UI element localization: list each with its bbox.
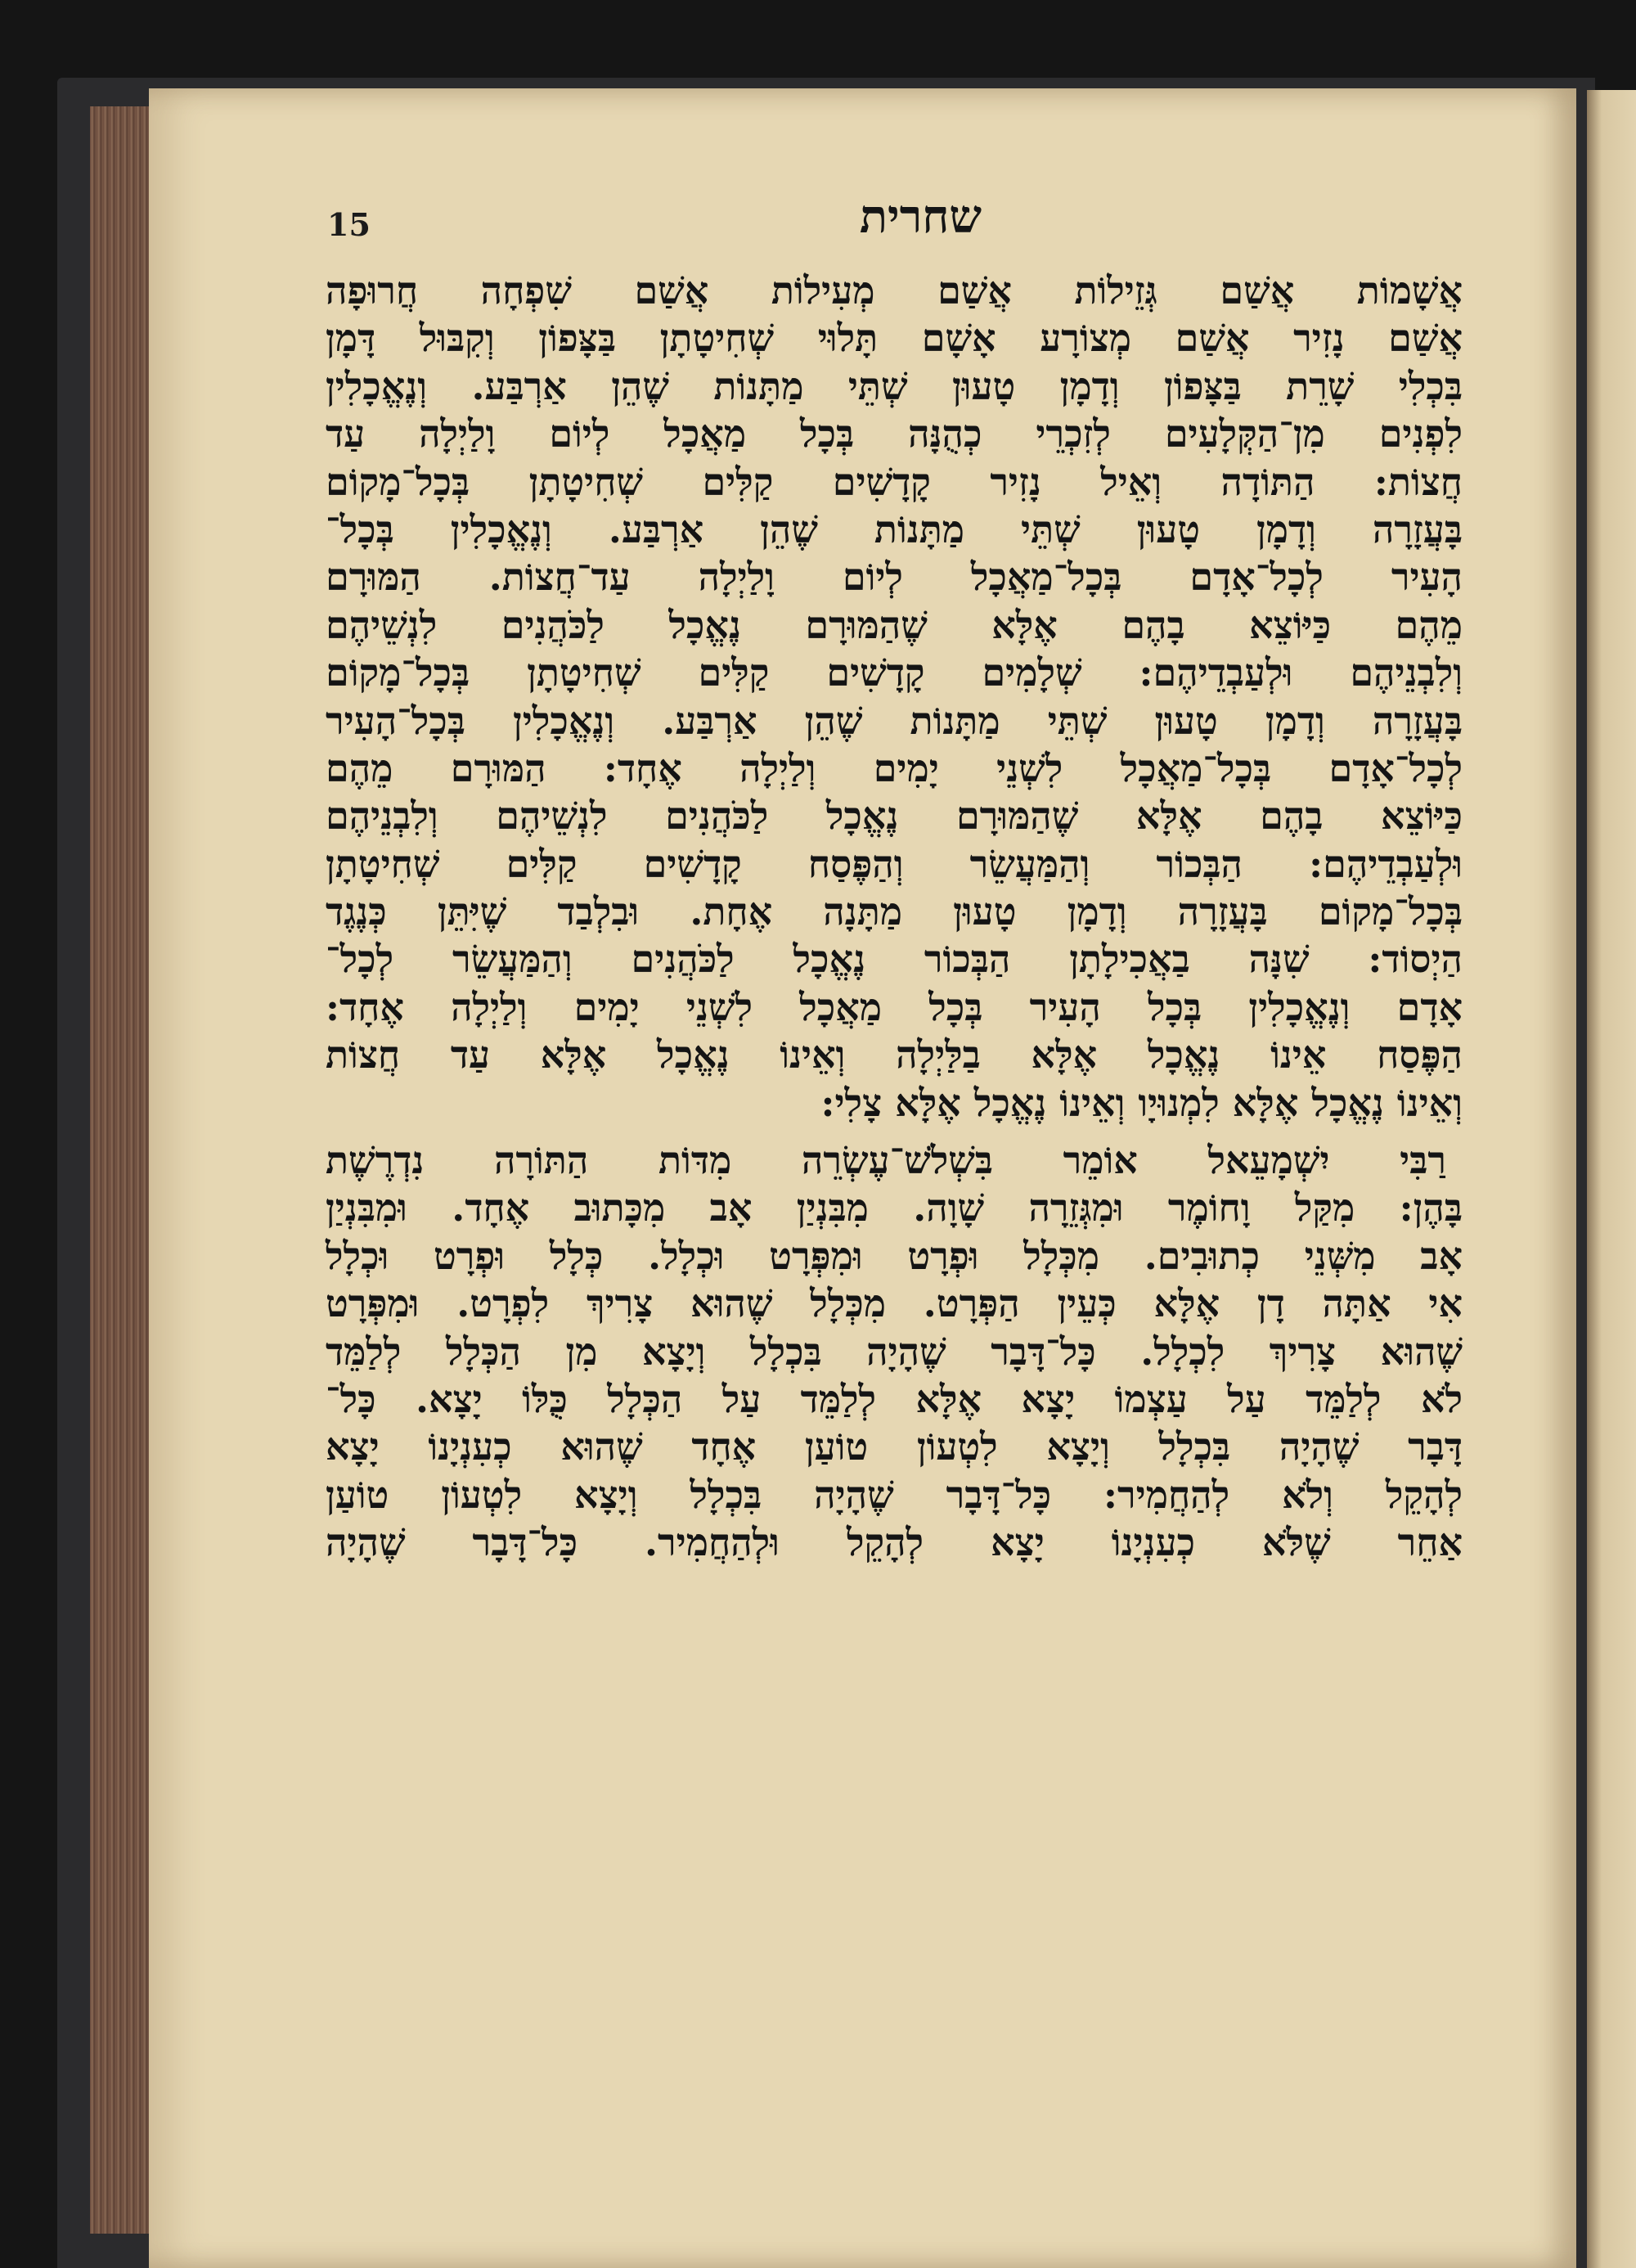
text-line: בִּכְלִי שָׁרֵת בַּצָּפוֹן וְדָמָן טָעוּן שְׁתֵּי מַתָּנוֹת שֶׁהֵן אַרְבַּע. וְנֶאֱכָלִין	[326, 363, 1463, 408]
text-line: בְּכָל־מָקוֹם בָּעֲזָרָה וְדָמָן טָעוּן מַתָּנָה אֶחָת. וּבִלְבַד שֶׁיִּתֵּן כְּנֶגֶד	[326, 889, 1463, 934]
text-line: בָּהֶן: מִקַּל וָחוֹמֶר וּמִגְּזֵרָה שָׁוָה. מִבִּנְיַן אָב מִכָּתוּב אֶחָד. וּמִבִּנְיַן	[326, 1186, 1463, 1231]
text-line: וְאֵינוֹ נֶאֱכָל אֶלָּא לִמְנוּיָו וְאֵינוֹ נֶאֱכָל אֶלָּא צָלִי:	[820, 1080, 1463, 1125]
text-line: אַחֵר שֶׁלֹּא כְעִנְיָנוֹ יָצָא לְהָקֵל וּלְהַחֲמִיר. כָּל־דָּבָר שֶׁהָיָה	[326, 1520, 1463, 1565]
text-line: אָדָם וְנֶאֱכָלִין בְּכָל הָעִיר בְּכָל מַאֲכָל לִשְׁנֵי יָמִים וְלַיְלָה אֶחָד:	[326, 984, 1463, 1029]
text-line: הָעִיר לְכָל־אָדָם בְּכָל־מַאֲכָל לְיוֹם וָלַיְלָה עַד־חֲצוֹת. הַמּוּרָם	[326, 555, 1463, 600]
text-line: בָּעֲזָרָה וְדָמָן טָעוּן שְׁתֵּי מַתָּנוֹת שֶׁהֵן אַרְבַּע. וְנֶאֱכָלִין בְּכָל־	[326, 506, 1463, 551]
running-head: שחרית	[859, 190, 982, 244]
text-line: הַפֶּסַח אֵינוֹ נֶאֱכָל אֶלָּא בַלַּיְלָה וְאֵינוֹ נֶאֱכָל אֶלָּא עַד חֲצוֹת	[326, 1033, 1463, 1078]
text-line: וְלִבְנֵיהֶם וּלְעַבְדֵיהֶם: שְׁלָמִים קָדָשִׁים קַלִּים שְׁחִיטָתָן בְּכָל־מָקוֹם	[326, 650, 1463, 695]
text-line: דָּבָר שֶׁהָיָה בִּכְלָל וְיָצָא לִטְעוֹן טוֹעַן אֶחָד שֶׁהוּא כְעִנְיָנוֹ יָצָא	[326, 1424, 1463, 1469]
text-line: הַיְסוֹד: שִׁנָּה בַאֲכִילָתָן הַבְּכוֹר נֶאֱכָל לַכֹּהֲנִים וְהַמַּעֲשֵׂר לְכָל־	[326, 937, 1463, 982]
text-line: חֲצוֹת: הַתּוֹדָה וְאֵיל נָזִיר קָדָשִׁים קַלִּים שְׁחִיטָתָן בְּכָל־מָקוֹם	[326, 459, 1463, 504]
text-line: שֶׁהוּא צָרִיךְ לִכְלָל. כָּל־דָּבָר שֶׁהָיָה בִּכְלָל וְיָצָא מִן הַכְּלָל לְלַמֵּד	[326, 1329, 1463, 1374]
paragraph-offerings	[326, 267, 1463, 1127]
text-line: וּלְעַבְדֵיהֶם: הַבְּכוֹר וְהַמַּעֲשֵׂר וְהַפֶּסַח קָדָשִׁים קַלִּים שְׁחִיטָתָן	[326, 841, 1463, 886]
text-line: כַּיּוֹצֵא בָהֶם אֶלָּא שֶׁהַמּוּרָם נֶאֱכָל לַכֹּהֲנִים לִנְשֵׁיהֶם וְלִבְנֵיהֶם	[326, 794, 1463, 839]
page-header	[327, 190, 982, 263]
text-line: רַבִּי יִשְׁמָעֵאל אוֹמֵר בִּשְׁלֹשׁ־עֶשְׂרֵה מִדּוֹת הַתּוֹרָה נִדְרֶשֶׁת	[326, 1138, 1446, 1183]
text-line: אֲשַׁם נָזִיר אֲשַׁם מְצוֹרָע אָשָׁם תָּלוּי שְׁחִיטָתָן בַּצָּפוֹן וְקִבּוּל דָּמָן	[326, 316, 1463, 361]
text-line: לְכָל־אָדָם בְּכָל־מַאֲכָל לִשְׁנֵי יָמִים וְלַיְלָה אֶחָד: הַמּוּרָם מֵהֶם	[326, 745, 1463, 790]
text-body	[326, 267, 1463, 1567]
text-line: אֲשָׁמוֹת אֲשַׁם גְּזֵילוֹת אֲשַׁם מְעִילוֹת אֲשַׁם שִׁפְחָה חֲרוּפָה	[326, 268, 1463, 313]
text-line: אָב מִשְּׁנֵי כְתוּבִים. מִכְּלָל וּפְרָט וּמִפְּרָט וּכְלָל. כְּלָל וּפְרָט וּכְלָל	[326, 1233, 1463, 1278]
page-edges	[90, 106, 155, 2234]
adjacent-page-edge	[1587, 90, 1636, 2268]
page-number: 15	[327, 206, 371, 243]
text-line: לְהָקֵל וְלֹא לְהַחֲמִיר: כָּל־דָּבָר שֶׁהָיָה בִּכְלָל וְיָצָא לִטְעוֹן טוֹעַן	[326, 1472, 1463, 1517]
paragraph-gap	[326, 1127, 1463, 1136]
text-line: מֵהֶם כַּיּוֹצֵא בָהֶם אֶלָּא שֶׁהַמּוּרָם נֶאֱכָל לַכֹּהֲנִים לִנְשֵׁיהֶם	[326, 602, 1463, 647]
text-line: בָּעֲזָרָה וְדָמָן טָעוּן שְׁתֵּי מַתָּנוֹת שֶׁהֵן אַרְבַּע. וְנֶאֱכָלִין בְּכָל־הָעִיר	[326, 698, 1463, 743]
text-line: לִפְנִים מִן־הַקְּלָעִים לְזִכְרֵי כְהֻנָּה בְּכָל מַאֲכָל לְיוֹם וָלַיְלָה עַד	[326, 412, 1463, 457]
text-line: אִי אַתָּה דָן אֶלָּא כְּעֵין הַפְּרָט. מִכְּלָל שֶׁהוּא צָרִיךְ לִפְרָט. וּמִפְּרָט	[326, 1281, 1463, 1326]
paragraph-rabbi-ishmael	[326, 1136, 1463, 1567]
text-line: לֹא לְלַמֵּד עַל עַצְמוֹ יָצָא אֶלָּא לְלַמֵּד עַל הַכְּלָל כֻּלּוֹ יָצָא. כָּל־	[326, 1376, 1463, 1421]
